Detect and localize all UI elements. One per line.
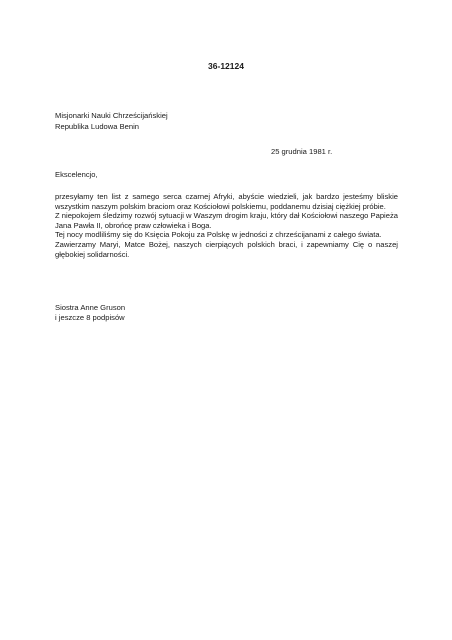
body-paragraph: Tej nocy modliliśmy się do Księcia Pokoju za Polskę w jedności z chrześcijanami z całego świata. [55,230,382,240]
signature-block [55,303,125,323]
letter-body [55,192,398,259]
body-paragraph: Zawierzamy Maryi, Matce Bożej, naszych cierpiących polskich braci, i zapewniamy Cię o naszej głębokiej solidarności. [55,239,398,259]
salutation: Ekscelencjo, [55,170,98,179]
additional-signatures-note: i jeszcze 8 podpisów [55,313,125,322]
sender-organization: Misjonarki Nauki Chrześcijańskiej [55,111,168,120]
body-paragraph: Z niepokojem śledzimy rozwój sytuacji w Waszym drogim kraju, który dał Kościołowi naszego Papieża Jana Pawła II, obrońcę praw człowieka i Boga. [55,211,398,230]
body-paragraph: przesyłamy ten list z samego serca czarnej Afryki, abyście wiedzieli, jak bardzo jesteśmy bliskie wszystkim naszym polskim braciom oraz Kościołowi polskiemu, poddanemu dzisiaj ciężkiej próbie. [55,192,398,211]
signatory-name: Siostra Anne Gruson [55,303,126,312]
document-number: 36-12124 [208,61,244,71]
sender-country: Republika Ludowa Benin [55,122,140,131]
sender-block [55,110,168,132]
letter-date: 25 grudnia 1981 r. [271,147,333,156]
